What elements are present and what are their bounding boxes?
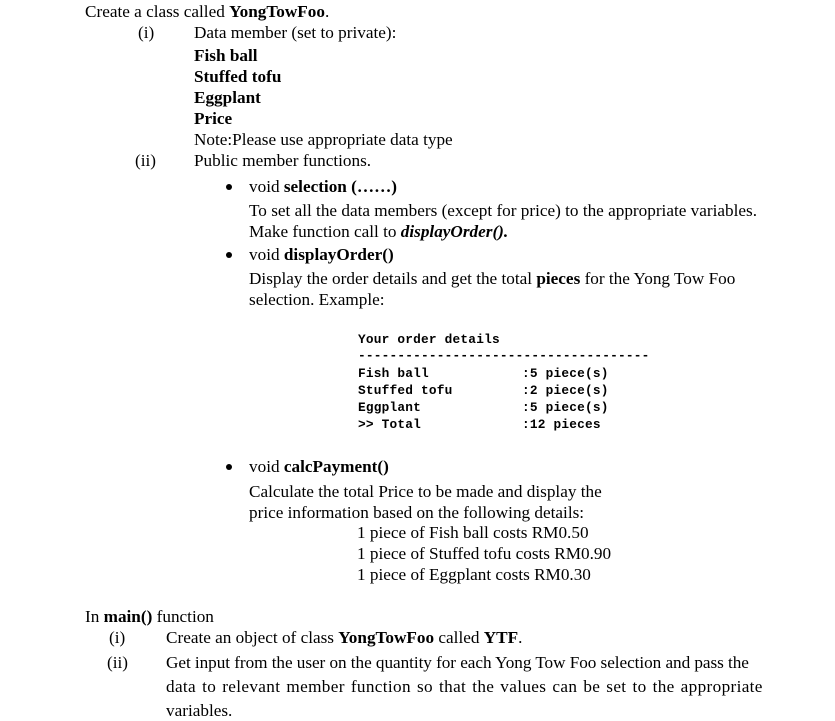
main-item-ii-line1: Get input from the user on the quantity for each Yong Tow Foo selection and pass the — [166, 653, 749, 672]
price-fish-ball: 1 piece of Fish ball costs RM0.50 — [357, 523, 589, 542]
func-selection-signature: void selection (……) — [249, 177, 397, 196]
class-name: YongTowFoo — [229, 2, 325, 21]
price-eggplant: 1 piece of Eggplant costs RM0.30 — [357, 565, 591, 584]
section-i-numeral: (i) — [138, 23, 155, 42]
member-eggplant: Eggplant — [194, 88, 261, 107]
example-title: Your order details — [358, 332, 500, 347]
func-selection-desc: To set all the data members (except for price) to the appropriate variables. — [249, 201, 757, 220]
main-item-ii-line3: variables. — [166, 701, 233, 720]
func-selection-call: Make function call to displayOrder(). — [249, 222, 509, 241]
section-ii-label: Public member functions. — [194, 151, 372, 170]
main-heading: In main() function — [85, 607, 214, 626]
section-i-label: Data member (set to private): — [194, 23, 397, 42]
func-calc-desc1: Calculate the total Price to be made and display the — [249, 482, 602, 501]
bullet-display-order — [226, 252, 232, 258]
func-display-signature: void displayOrder() — [249, 245, 394, 264]
example-row-name: >> Total — [358, 417, 422, 432]
main-item-i-numeral: (i) — [109, 628, 126, 647]
example-row-name: Fish ball — [358, 366, 429, 381]
example-row-value: :5 piece(s) — [522, 366, 609, 381]
member-stuffed-tofu: Stuffed tofu — [194, 67, 282, 86]
example-row-value: :12 pieces — [522, 417, 601, 432]
main-item-i-text: Create an object of class YongTowFoo called YTF. — [166, 628, 523, 647]
member-price: Price — [194, 109, 233, 128]
func-calc-desc2: price information based on the following details: — [249, 503, 585, 522]
section-ii-numeral: (ii) — [135, 151, 156, 170]
data-type-note: Note:Please use appropriate data type — [194, 130, 453, 149]
price-stuffed-tofu: 1 piece of Stuffed tofu costs RM0.90 — [357, 544, 612, 563]
func-calc-signature: void calcPayment() — [249, 457, 389, 476]
example-row-name: Eggplant — [358, 400, 422, 415]
example-row-value: :5 piece(s) — [522, 400, 609, 415]
bullet-selection — [226, 184, 232, 190]
main-item-ii-line2: data to relevant member function so that the values can be set to the appropriate — [166, 677, 763, 696]
main-item-ii-numeral: (ii) — [107, 653, 128, 672]
example-row-name: Stuffed tofu — [358, 383, 453, 398]
member-fish-ball: Fish ball — [194, 46, 258, 65]
func-display-desc2: selection. Example: — [249, 290, 385, 309]
example-separator: ------------------------------------- — [358, 348, 650, 363]
func-display-desc: Display the order details and get the total pieces for the Yong Tow Foo — [249, 269, 736, 288]
class-heading: Create a class called YongTowFoo. — [85, 2, 330, 21]
bullet-calc-payment — [226, 464, 232, 470]
example-row-value: :2 piece(s) — [522, 383, 609, 398]
